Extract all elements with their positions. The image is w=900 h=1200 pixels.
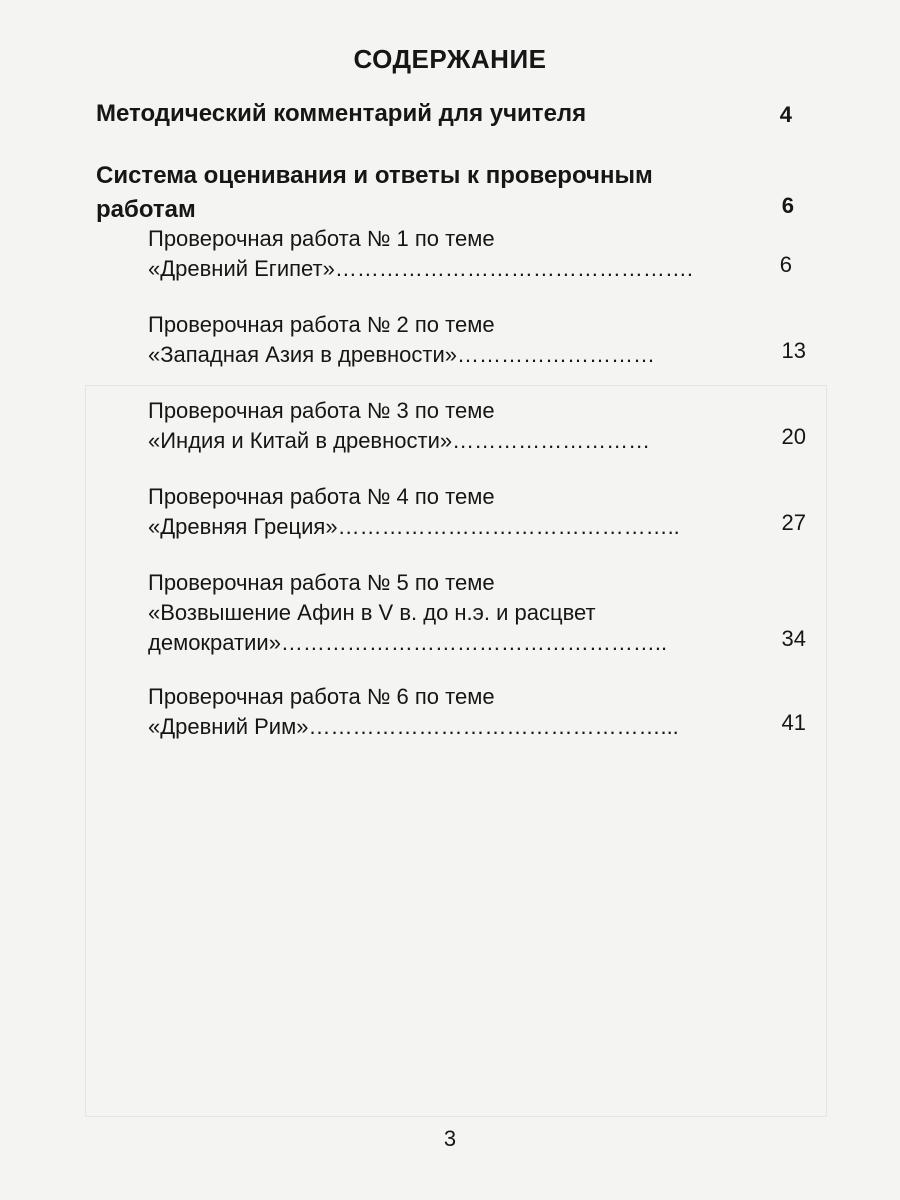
work-1-line1: Проверочная работа № 1 по теме [148,226,495,251]
work-2-line1: Проверочная работа № 2 по теме [148,312,495,337]
work-6-line1: Проверочная работа № 6 по теме [148,684,495,709]
page-number: 3 [443,1126,457,1151]
section-1-title: Методический комментарий для учителя [96,100,587,127]
work-2-page: 13 [781,338,806,363]
work-5-page: 34 [781,626,806,651]
work-4-page: 27 [781,510,806,535]
work-4-line2: «Древняя Греция»……………………………………….. [148,514,680,539]
work-1-page: 6 [779,252,792,277]
work-6-page: 41 [781,710,806,735]
section-2-page: 6 [781,193,794,218]
contents-heading: СОДЕРЖАНИЕ [353,44,547,74]
section-2-title-line1: Система оценивания и ответы к проверочным [96,162,653,189]
section-1-page: 4 [779,102,792,127]
work-3-line1: Проверочная работа № 3 по теме [148,398,495,423]
work-5-line2: «Возвышение Афин в V в. до н.э. и расцвет [148,600,596,625]
work-5-line1: Проверочная работа № 5 по теме [148,570,495,595]
work-5-line3: демократии»…………………………………………….. [148,630,668,655]
section-2-title-line2: работам [96,196,196,223]
work-3-line2: «Индия и Китай в древности»……………………… [148,428,651,453]
work-3-page: 20 [781,424,806,449]
work-4-line1: Проверочная работа № 4 по теме [148,484,495,509]
work-1-line2: «Древний Египет»…………………………………………. [148,256,693,281]
work-6-line2: «Древний Рим»…………………………………………... [148,714,679,739]
work-2-line2: «Западная Азия в древности»……………………… [148,342,656,367]
